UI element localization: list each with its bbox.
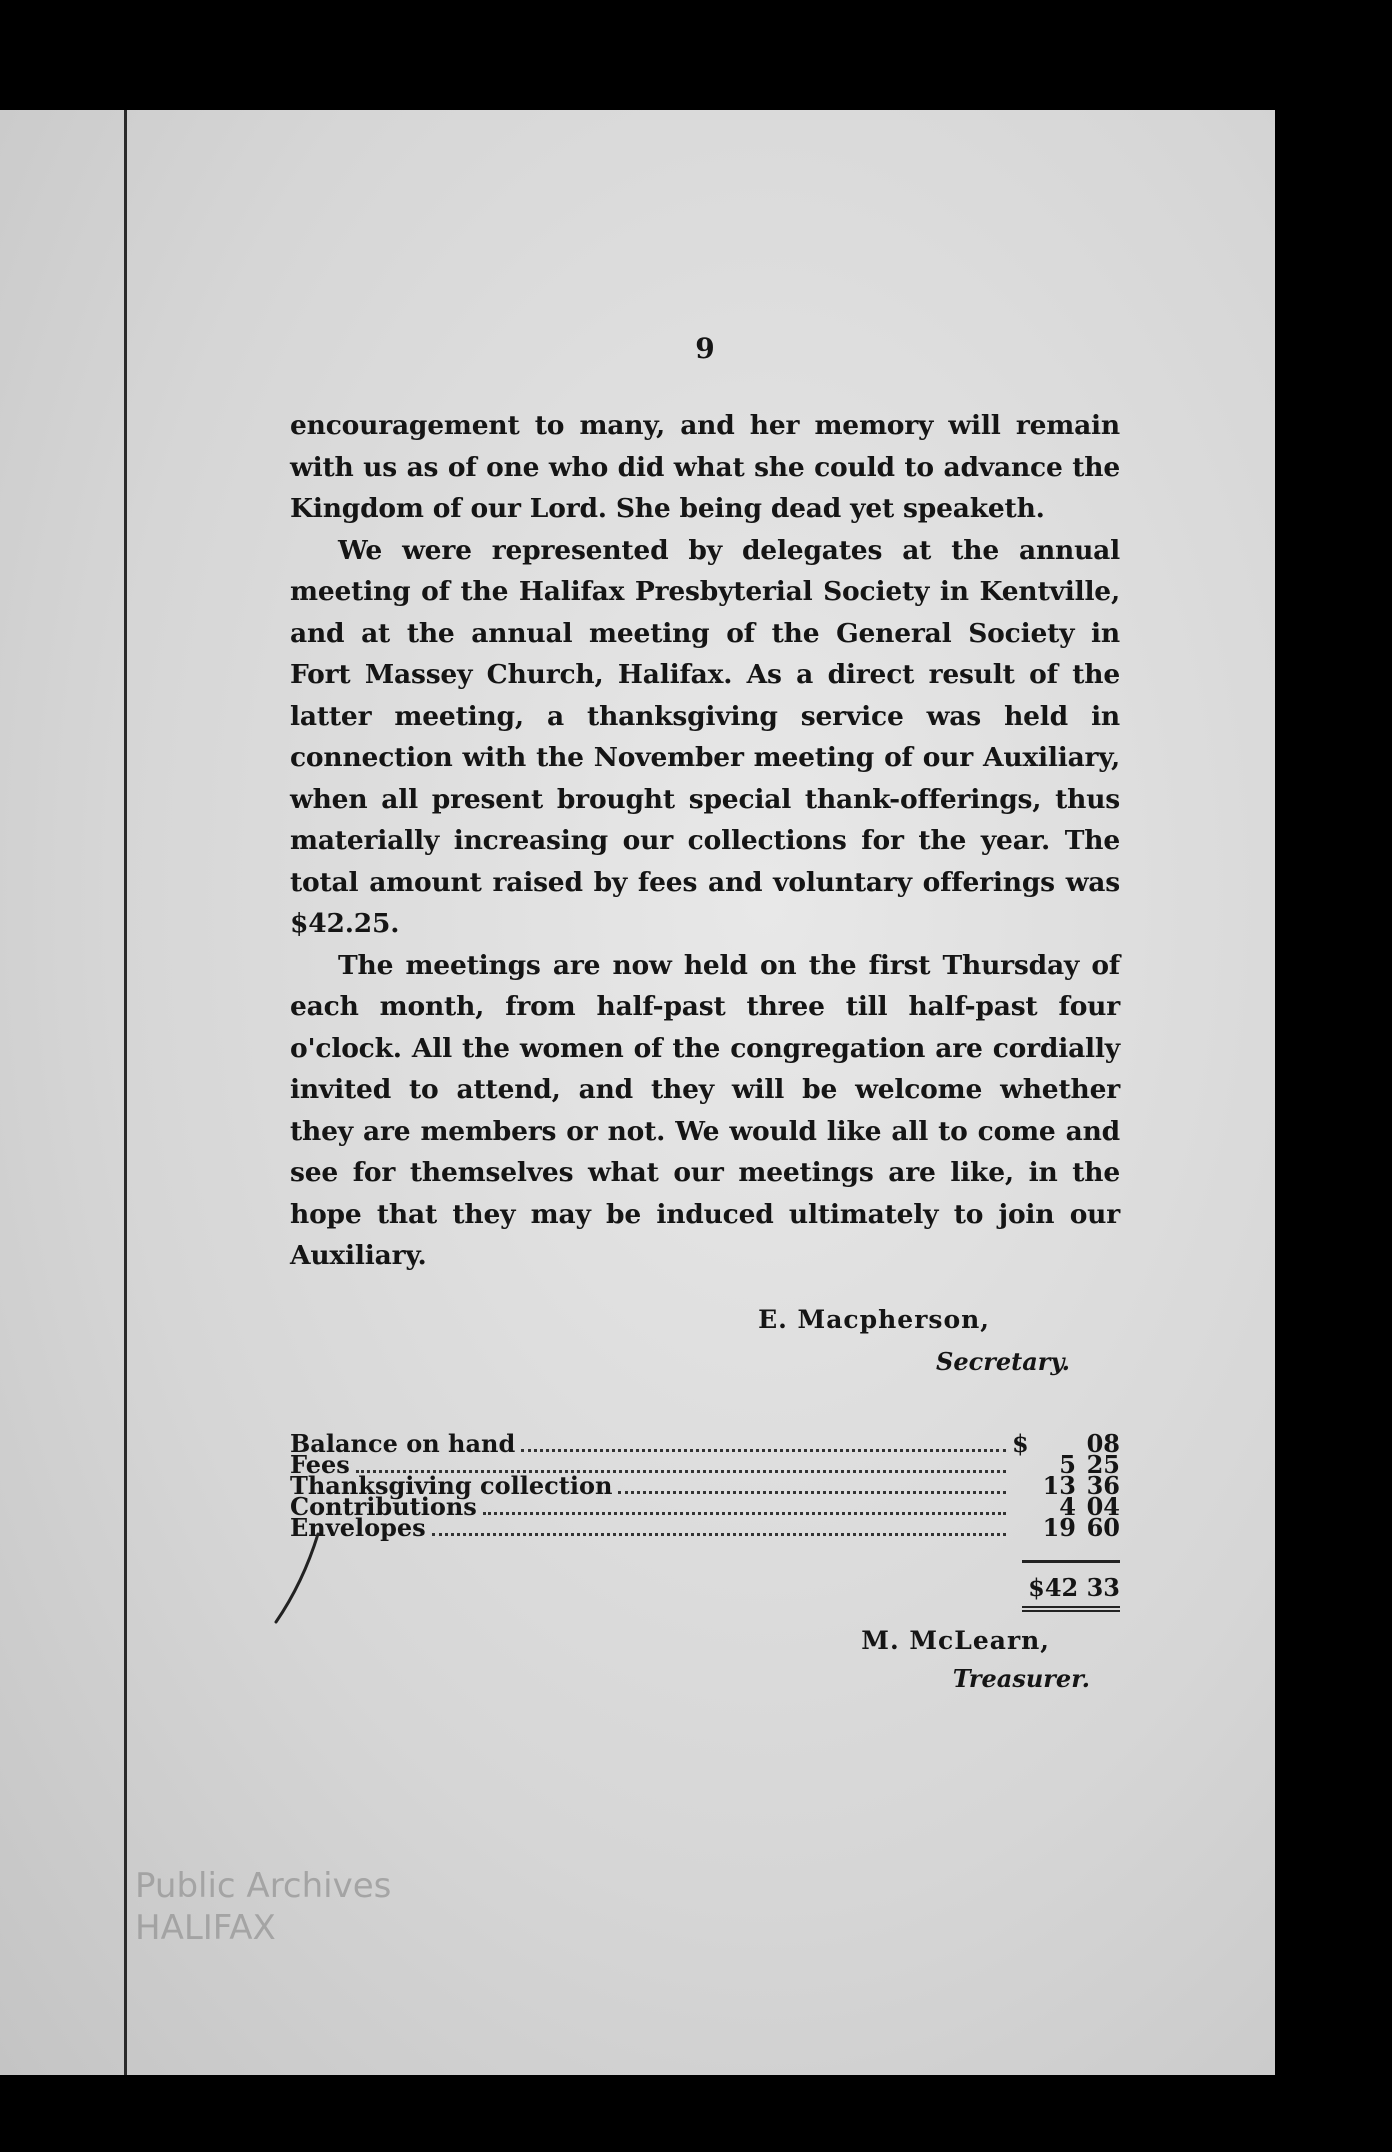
account-cents: 60 bbox=[1086, 1512, 1120, 1542]
account-dollars: 4 bbox=[1059, 1491, 1076, 1521]
dot-leader bbox=[618, 1490, 1006, 1494]
account-cents: 04 bbox=[1086, 1491, 1120, 1521]
archive-stamp-line1: Public Archives bbox=[135, 1866, 392, 1906]
account-label: Balance on hand bbox=[290, 1428, 516, 1458]
treasurer-title: Treasurer. bbox=[952, 1663, 1090, 1693]
paragraph-3: The meetings are now held on the first Thursday of each month, from half-past three till half-past four o'clock. All the women of the congregation are cordially invited to attend, and they will be welcome whether they are members or not. We would like all to come and see for themselves what our meetings are like, in the hope that they may be induced ultimately to join our Auxiliary. bbox=[290, 949, 1120, 1271]
secretary-title: Secretary. bbox=[936, 1346, 1070, 1376]
page-number: 9 bbox=[695, 332, 715, 365]
archive-stamp-line2: HALIFAX bbox=[135, 1908, 276, 1948]
paragraph-1: encouragement to many, and her memory will remain with us as of one who did what she could to advance the Kingdom of our Lord. She being dead yet speaketh. bbox=[290, 410, 1120, 524]
archive-stamp bbox=[135, 1865, 391, 1949]
paragraph-2: We were represented by delegates at the annual meeting of the Halifax Presbyterial Society in Kentville, and at the annual meeting of the General Society in Fort Massey Church, Halifax. As a direct result of the latter meeting, a thanksgiving service was held in connection with the November meeting of our Auxiliary, when all present brought special thank-offerings, thus materially increasing our collections for the year. The total amount raised by fees and voluntary offerings was $42.25. bbox=[290, 534, 1120, 939]
dot-leader bbox=[483, 1511, 1006, 1515]
account-label: Thanksgiving collection bbox=[290, 1470, 613, 1500]
account-row bbox=[290, 1512, 1120, 1542]
account-dollars: 5 bbox=[1059, 1449, 1076, 1479]
account-dollars: 19 bbox=[1042, 1512, 1076, 1542]
secretary-signature bbox=[290, 1305, 1120, 1395]
page-edge-rule bbox=[124, 110, 127, 2075]
text-block bbox=[290, 332, 1120, 1706]
dot-leader bbox=[432, 1532, 1006, 1536]
account-cents: 25 bbox=[1086, 1449, 1120, 1479]
secretary-name: E. Macpherson, bbox=[758, 1304, 990, 1334]
treasurer-signature bbox=[290, 1626, 1120, 1706]
total-row bbox=[290, 1560, 1120, 1612]
total-amount: $42 33 bbox=[1022, 1560, 1120, 1612]
account-label: Contributions bbox=[290, 1491, 477, 1521]
pen-stroke-mark bbox=[270, 1530, 330, 1630]
account-cents: 36 bbox=[1086, 1470, 1120, 1500]
treasurer-name: M. McLearn, bbox=[861, 1625, 1050, 1655]
dot-leader bbox=[521, 1448, 1006, 1452]
account-label: Envelopes bbox=[290, 1512, 426, 1542]
account-dollar-sign: $ bbox=[1012, 1428, 1029, 1458]
account-dollars: 13 bbox=[1042, 1470, 1076, 1500]
accounts-table bbox=[290, 1428, 1120, 1612]
account-cents: 08 bbox=[1086, 1428, 1120, 1458]
account-label: Fees bbox=[290, 1449, 350, 1479]
document-page bbox=[0, 110, 1275, 2075]
account-row bbox=[290, 1428, 1120, 1458]
